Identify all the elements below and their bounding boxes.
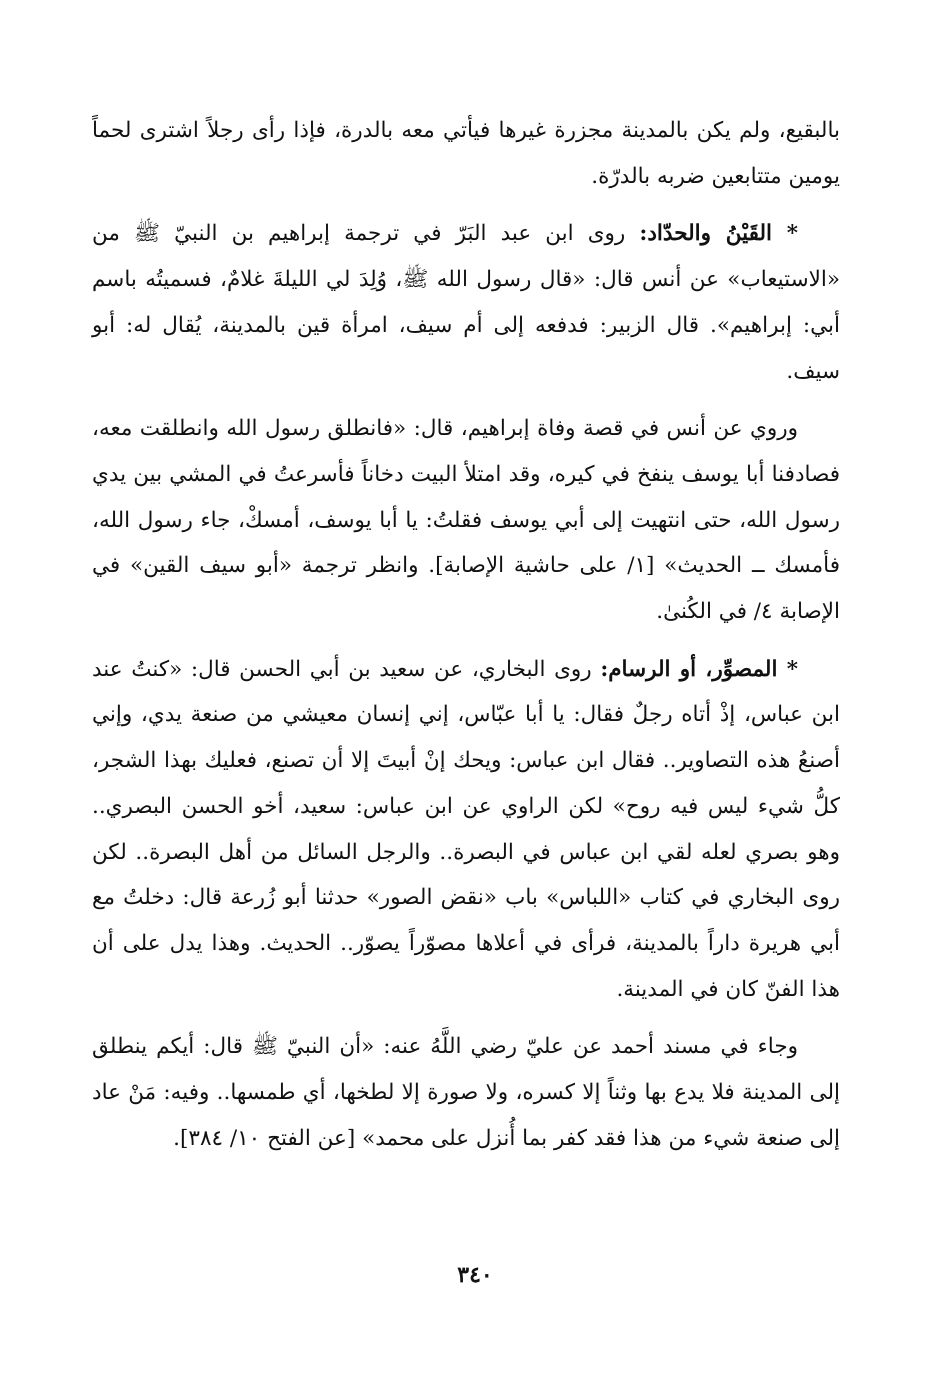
section-heading-blacksmith: * القَيْنُ والحدّاد: xyxy=(639,221,798,247)
paragraph-2-text: روى ابن عبد البَرّ في ترجمة إبراهيم بن النبيّ ﷺ من «الاستيعاب» عن أنس قال: «قال رسول الله ﷺ، وُلِدَ لي الليلةَ غلامٌ، فسميتُه باسم أبي: إبراهيم». قال الزبير: فدفعه إلى أم سيف، امرأة قين بالمدينة، يُقال له: أبو سيف. xyxy=(92,221,840,384)
page-body xyxy=(92,108,840,1161)
section-heading-painter: * المصوِّر، أو الرسام: xyxy=(600,656,798,682)
paragraph-3 xyxy=(92,406,840,635)
paragraph-1 xyxy=(92,108,840,199)
paragraph-5 xyxy=(92,1024,840,1161)
page-number: ٣٤٠ xyxy=(457,1262,493,1288)
paragraph-4-text: روى البخاري، عن سعيد بن أبي الحسن قال: «كنتُ عند ابن عباس، إذْ أتاه رجلٌ فقال: يا أبا عبّاس، إني إنسان معيشي من صنعة يدي، وإني أصنعُ هذه التصاوير.. فقال ابن عباس: ويحك إنْ أبيتَ إلا أن تصنع، فعليك بهذا الشجر، كلُّ شيء ليس فيه روح» لكن الراوي عن ابن عباس: سعيد، أخو الحسن البصري.. وهو بصري لعله لقي ابن عباس في البصرة.. والرجل السائل من أهل البصرة.. لكن روى البخاري في كتاب «اللباس» باب «نقض الصور» حدثنا أبو زُرعة قال: دخلتُ مع أبي هريرة داراً بالمدينة، فرأى في أعلاها مصوّراً يصوّر.. الحديث. وهذا يدل على أن هذا الفنّ كان في المدينة. xyxy=(92,656,840,1002)
paragraph-2 xyxy=(92,211,840,394)
paragraph-3-text: وروي عن أنس في قصة وفاة إبراهيم، قال: «فانطلق رسول الله وانطلقت معه، فصادفنا أبا يوسف ينفخ في كيره، وقد امتلأ البيت دخاناً فأسرعتُ في المشي بين يدي رسول الله، حتى انتهيت إلى أبي يوسف فقلتُ: يا أبا يوسف، أمسكْ، جاء رسول الله، فأمسك ــ الحديث» [١/ على حاشية الإصابة]. وانظر ترجمة «أبو سيف القين» في الإصابة ٤/ في الكُنىٰ. xyxy=(92,416,840,625)
paragraph-1-text: بالبقيع، ولم يكن بالمدينة مجزرة غيرها فيأتي معه بالدرة، فإذا رأى رجلاً اشترى لحماً يومين متتابعين ضربه بالدرّة. xyxy=(92,118,840,189)
paragraph-5-text: وجاء في مسند أحمد عن عليّ رضي اللَّهُ عنه: «أن النبيّ ﷺ قال: أيكم ينطلق إلى المدينة فلا يدع بها وثناً إلا كسره، ولا صورة إلا لطخها، أي طمسها.. وفيه: مَنْ عاد إلى صنعة شيء من هذا فقد كفر بما أُنزل على محمد» [عن الفتح ١٠/ ٣٨٤]. xyxy=(92,1034,840,1151)
paragraph-4 xyxy=(92,647,840,1013)
